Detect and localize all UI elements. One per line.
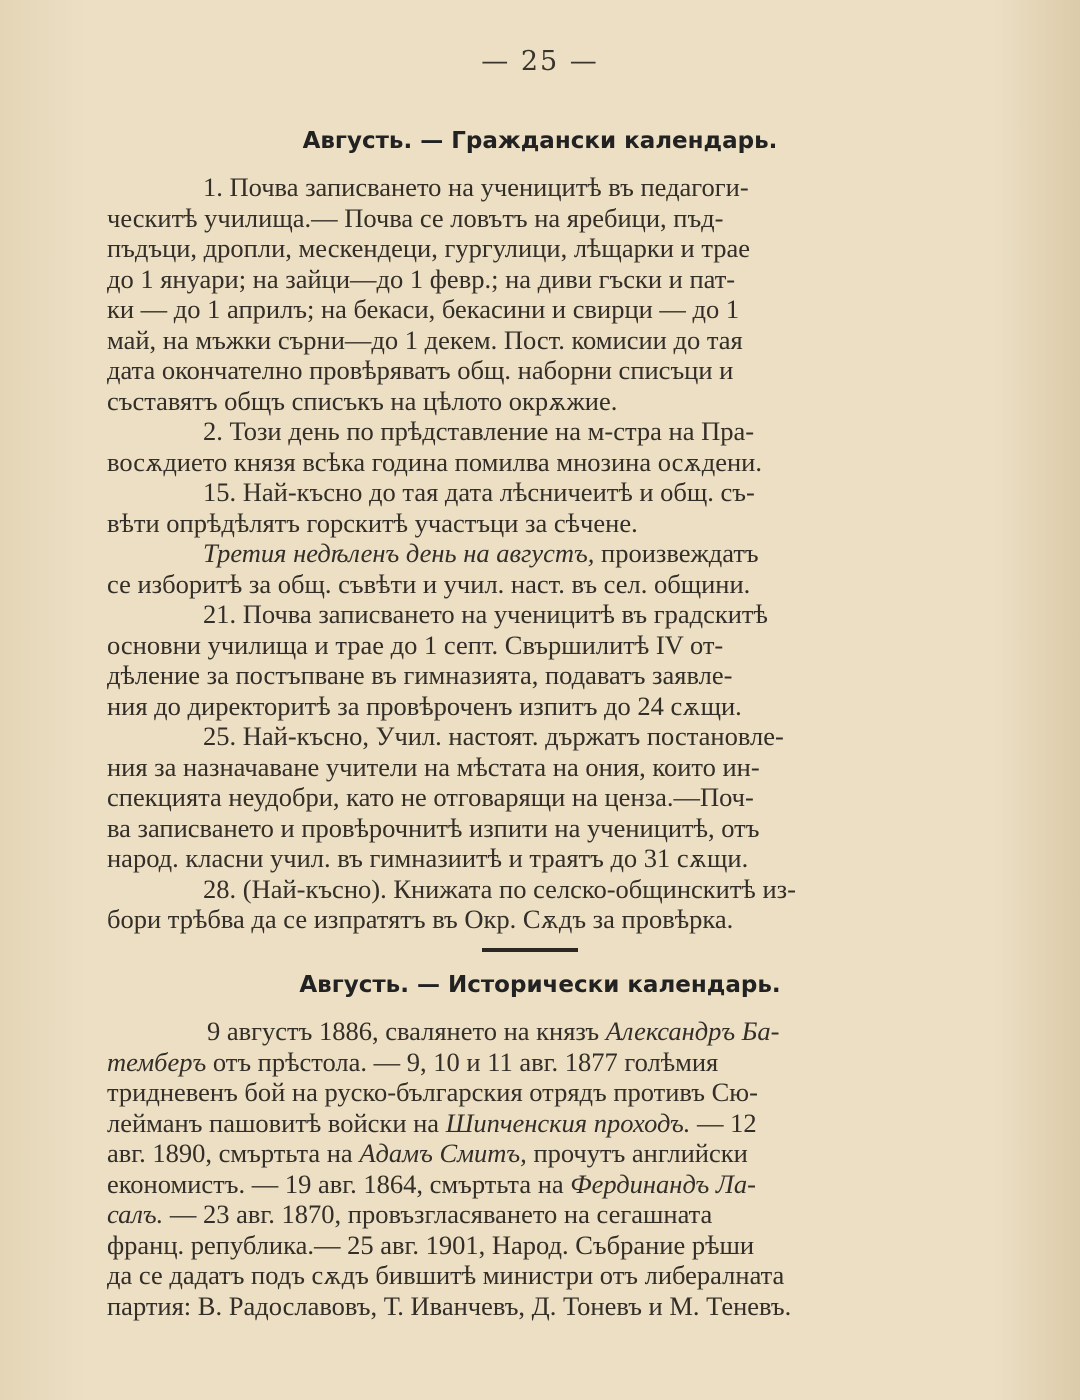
text-line: восѫдието князя всѣка година помилва мнозина осѫдени.	[107, 446, 762, 477]
text-fragment: прочутъ английски	[533, 1138, 748, 1168]
text-line: ва записването и провѣрочнитѣ изпити на ученицитѣ, отъ	[107, 812, 760, 843]
text-line	[107, 1108, 953, 1139]
text-fragment: отъ прѣстола. — 9, 10 и 11 авг. 1877 голѣмия	[212, 1046, 719, 1077]
text-fragment: авг. 1890, смъртьта на	[107, 1138, 353, 1168]
text-line: 21. Почва записването на ученицитѣ въ градскитѣ	[203, 599, 768, 629]
text-line: ния за назначаване учители на мѣстата на ония, които ин-	[107, 751, 760, 782]
text-fragment: економистъ. — 19 авг. 1864, смъртьта на	[107, 1168, 564, 1199]
civil-calendar-text	[107, 172, 953, 935]
italic-name: темберъ	[107, 1046, 207, 1077]
italic-name: Александръ Ба-	[605, 1016, 780, 1046]
text-fragment: 9 августъ 1886, свалянето на князъ	[207, 1016, 600, 1046]
page-number: — 25 —	[481, 46, 599, 77]
historical-calendar-heading: Августь. — Исторически календарь.	[299, 972, 781, 998]
text-line: 28. (Най-късно). Книжата по селско-общинскитѣ из-	[203, 873, 796, 904]
text-line: до 1 януари; на зайци—до 1 февр.; на диви гъски и пат-	[107, 263, 736, 294]
text-line: тридневенъ бой на руско-българския отрядъ противъ Сю-	[107, 1077, 758, 1107]
italic-name: Адамъ Смитъ,	[359, 1138, 527, 1168]
text-line: вѣти опрѣдѣлятъ горскитѣ участъци за сѣчене.	[107, 507, 638, 538]
section-divider	[482, 948, 578, 952]
text-fragment: произвеждатъ	[601, 538, 759, 568]
text-line: съставятъ общъ списъкъ на цѣлото окрѫжие.	[107, 385, 618, 416]
text-line: 25. Най-късно, Учил. настоят. държатъ постановле-	[203, 721, 784, 751]
text-fragment: — 12	[697, 1107, 757, 1138]
text-line: ки — до 1 априлъ; на бекаси, бекасини и свирци — до 1	[107, 294, 740, 324]
text-line: да се дадатъ подъ сѫдъ бившитѣ министри отъ либералната	[107, 1260, 785, 1290]
text-fragment: — 23 авг. 1870, провъзгласяването на сегашната	[169, 1199, 713, 1229]
text-line: 2. Този день по прѣдставление на м-стра на Пра-	[203, 416, 755, 446]
text-line: май, на мъжки сърни—до 1 декем. Пост. комисии до тая	[107, 324, 743, 355]
text-line	[107, 1199, 953, 1230]
italic-place: Шипченския проходъ.	[445, 1107, 691, 1138]
text-line: пъдъци, дропли, мескендеци, гургулици, лѣщарки и трае	[107, 233, 751, 263]
text-line: 1. Почва записването на ученицитѣ въ педагоги-	[203, 172, 749, 202]
text-fragment: лейманъ пашовитѣ войски на	[107, 1107, 440, 1138]
text-line: партия: В. Радославовъ, Т. Иванчевъ, Д. Тоневъ и М. Теневъ.	[107, 1290, 792, 1321]
text-line: дата окончателно провѣряватъ общ. наборни списъци и	[107, 355, 734, 385]
historical-calendar-text	[107, 1016, 953, 1321]
italic-name: Фердинандъ Ла-	[570, 1168, 756, 1199]
text-line	[107, 1169, 953, 1200]
italic-date: Третия недѣленъ день на августъ,	[203, 538, 595, 568]
text-line: франц. република.— 25 авг. 1901, Народ. Събрание рѣши	[107, 1229, 755, 1260]
text-line: 15. Най-късно до тая дата лѣсничеитѣ и общ. съ-	[203, 477, 755, 507]
civil-calendar-heading: Августь. — Граждански календарь.	[302, 128, 778, 154]
text-line: се изборитѣ за общ. съвѣти и учил. наст. въ сел. общини.	[107, 568, 751, 599]
text-line: спекцията неудобри, като не отговарящи на ценза.—Поч-	[107, 782, 754, 812]
text-line	[107, 1047, 953, 1078]
text-line: ния до директоритѣ за провѣроченъ изпитъ до 24 сѫщи.	[107, 690, 742, 721]
text-line: ческитѣ училища.— Почва се ловътъ на яребици, пъд-	[107, 202, 724, 233]
text-line	[107, 1138, 953, 1169]
text-line: основни училища и трае до 1 септ. Свършилитѣ IV от-	[107, 629, 724, 660]
text-line: народ. класни учил. въ гимназиитѣ и траятъ до 31 сѫщи.	[107, 843, 749, 873]
text-line: бори трѣбва да се изпратятъ въ Окр. Сѫдъ за провѣрка.	[107, 904, 734, 934]
text-line: дѣление за постъпване въ гимназията, подаватъ заявле-	[107, 660, 733, 690]
text-line	[107, 538, 953, 569]
italic-name: салъ.	[107, 1199, 164, 1229]
text-line	[107, 1016, 953, 1047]
